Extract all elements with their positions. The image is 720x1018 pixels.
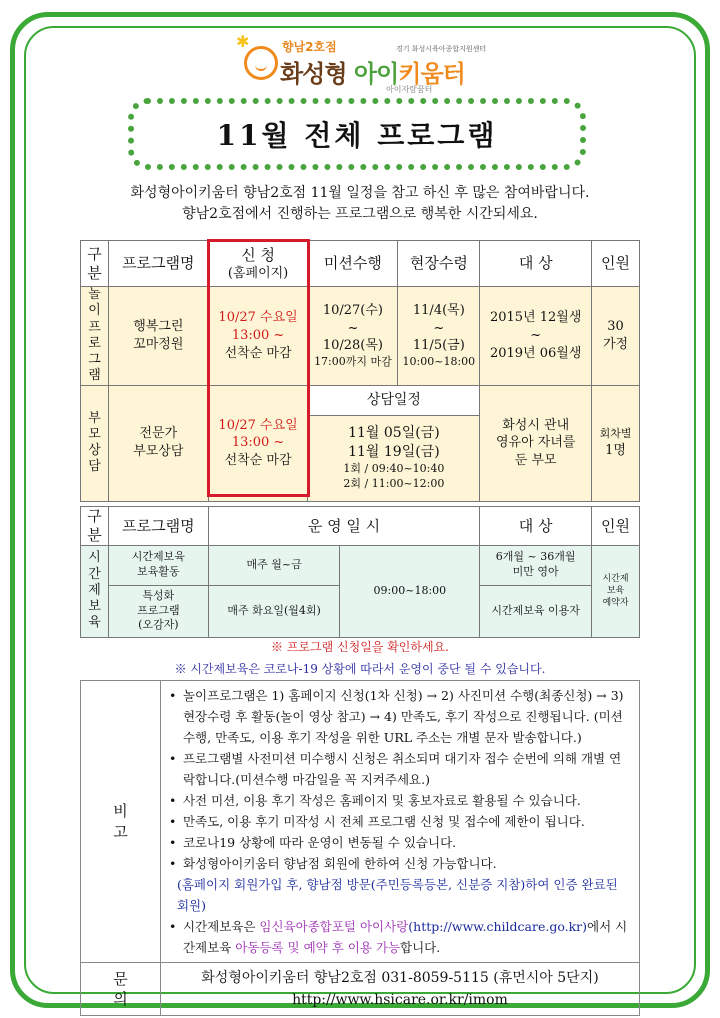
target2-1: 6개월 ~ 36개월 미만 영아 xyxy=(480,545,592,585)
program-table xyxy=(80,240,640,502)
childcare-table xyxy=(80,506,640,638)
days-1: 매주 월~금 xyxy=(208,545,340,585)
category-childcare: 시 간 제 보 육 xyxy=(81,545,109,637)
remark-item: • 코로나19 상황에 따라 운영이 변동될 수 있습니다. xyxy=(169,832,633,853)
header2-operation: 운 영 일 시 xyxy=(208,507,480,546)
face-icon xyxy=(244,46,278,80)
contact-label: 문의 xyxy=(81,963,161,1016)
target-1: 2015년 12월생 ~ 2019년 06월생 xyxy=(480,287,592,386)
people-1: 30 가정 xyxy=(592,287,640,386)
people2: 시간제 보육 예약자 xyxy=(592,545,640,637)
program2-name-1: 시간제보육 보육활동 xyxy=(108,545,208,585)
intro-text xyxy=(40,183,680,225)
mission-1: 10/27(수) ~ 10/28(목) 17:00까지 마감 xyxy=(308,287,398,386)
remark-item-last: • 시간제보육은 임신육아종합포털 아이사랑(http://www.childcare.go.kr)에서 시간제보육 아동등록 및 예약 후 이용 가능합니다. xyxy=(169,916,633,958)
program-name-1: 행복그린 꼬마정원 xyxy=(108,287,208,386)
header-people: 인원 xyxy=(592,241,640,287)
remarks-table xyxy=(80,680,640,1016)
program2-name-2: 특성화 프로그램 (오감자) xyxy=(108,585,208,637)
contact-body xyxy=(160,963,639,1016)
remark-item: • 만족도, 이용 후기 미작성 시 전체 프로그램 신청 및 접수에 제한이 됩니다. xyxy=(169,811,633,832)
header2-target: 대 상 xyxy=(480,507,592,546)
logo-org: 경기 화성시육아종합지원센터 xyxy=(396,45,487,53)
note-1: ※ 프로그램 신청일을 확인하세요. xyxy=(271,640,449,654)
header-program: 프로그램명 xyxy=(108,241,208,287)
remark-item: • 프로그램별 사전미션 미수행시 신청은 취소되며 대기자 접수 순번에 의해 개별 연락합니다.(미션수행 마감일을 꼭 지켜주세요.) xyxy=(169,748,633,790)
star-icon: ✱ xyxy=(236,32,250,51)
apply-2: 10/27 수요일 13:00 ~ 선착순 마감 xyxy=(208,385,308,501)
onsite-1: 11/4(목) ~ 11/5(금) 10:00~18:00 xyxy=(398,287,480,386)
remark-item: • 놀이프로그램은 1) 홈페이지 신청(1차 신청) → 2) 사진미션 수행(최종신청) → 3) 현장수령 후 활동(놀이 영상 참고) → 4) 만족도, 후기 작성으로 진행됩니다. (미션수행, 만족도, 이용 후기 작성을 위한 URL 주소는 개별 문자 발송합니다.) xyxy=(169,685,633,748)
target2-2: 시간제보육 이용자 xyxy=(480,585,592,637)
remark-item: • 화성형아이키움터 향남점 회원에 한하여 신청 가능합니다. xyxy=(169,853,633,874)
operation-time: 09:00~18:00 xyxy=(340,545,480,637)
logo xyxy=(236,30,496,96)
schedule-header: 상담일정 xyxy=(308,385,480,415)
header-apply: 신 청 (홈페이지) xyxy=(208,241,308,287)
people-2: 회차별 1명 xyxy=(592,385,640,501)
category-parent: 부 모 상 담 xyxy=(81,385,109,501)
remarks-body xyxy=(160,681,639,963)
contact-line: 화성형아이키움터 향남2호점 031-8059-5115 (휴먼시아 5단지) xyxy=(201,970,599,986)
childcare-link[interactable]: (http://www.childcare.go.kr) xyxy=(408,919,588,934)
program-name-2: 전문가 부모상담 xyxy=(108,385,208,501)
remarks-label: 비고 xyxy=(81,681,161,963)
logo-title: 화성형 아이키움터 xyxy=(280,60,465,88)
header2-gubun: 구 분 xyxy=(81,507,109,546)
notes xyxy=(80,636,640,680)
logo-branch: 향남2호점 xyxy=(282,40,337,54)
logo-tagline: 아이자람꿈터 xyxy=(386,85,433,94)
intro-line-1: 화성형아이키움터 향남2호점 11월 일정을 참고 하신 후 많은 참여바랍니다. xyxy=(130,185,590,201)
note-2: ※ 시간제보육은 코로나-19 상황에 따라서 운영이 중단 될 수 있습니다. xyxy=(174,662,546,676)
contact-url[interactable]: http://www.hsicare.or.kr/imom xyxy=(292,992,508,1008)
header-mission: 미션수행 xyxy=(308,241,398,287)
header2-program: 프로그램명 xyxy=(108,507,208,546)
days-2: 매주 화요일(월4회) xyxy=(208,585,340,637)
schedule-body: 11월 05일(금) 11월 19일(금) 1회 / 09:40~10:40 2회 / 11:00~12:00 xyxy=(308,415,480,501)
title-box xyxy=(128,98,586,170)
apply-1: 10/27 수요일 13:00 ~ 선착순 마감 xyxy=(208,287,308,386)
header-target: 대 상 xyxy=(480,241,592,287)
remark-item: • 사전 미션, 이용 후기 작성은 홈페이지 및 홍보자료로 활용될 수 있습니다. xyxy=(169,790,633,811)
category-play: 놀 이 프 로 그 램 xyxy=(81,287,109,386)
intro-line-2: 향남2호점에서 진행하는 프로그램으로 행복한 시간되세요. xyxy=(182,206,538,222)
member-note: (홈페이지 회원가입 후, 향남점 방문(주민등록등본, 신분증 지참)하여 인증 완료된 회원) xyxy=(176,877,618,913)
header-onsite: 현장수령 xyxy=(398,241,480,287)
header2-people: 인원 xyxy=(592,507,640,546)
header-gubun: 구 분 xyxy=(81,241,109,287)
page-title: 11월 전체 프로그램 xyxy=(216,119,498,152)
target-2: 화성시 관내 영유아 자녀를 둔 부모 xyxy=(480,385,592,501)
